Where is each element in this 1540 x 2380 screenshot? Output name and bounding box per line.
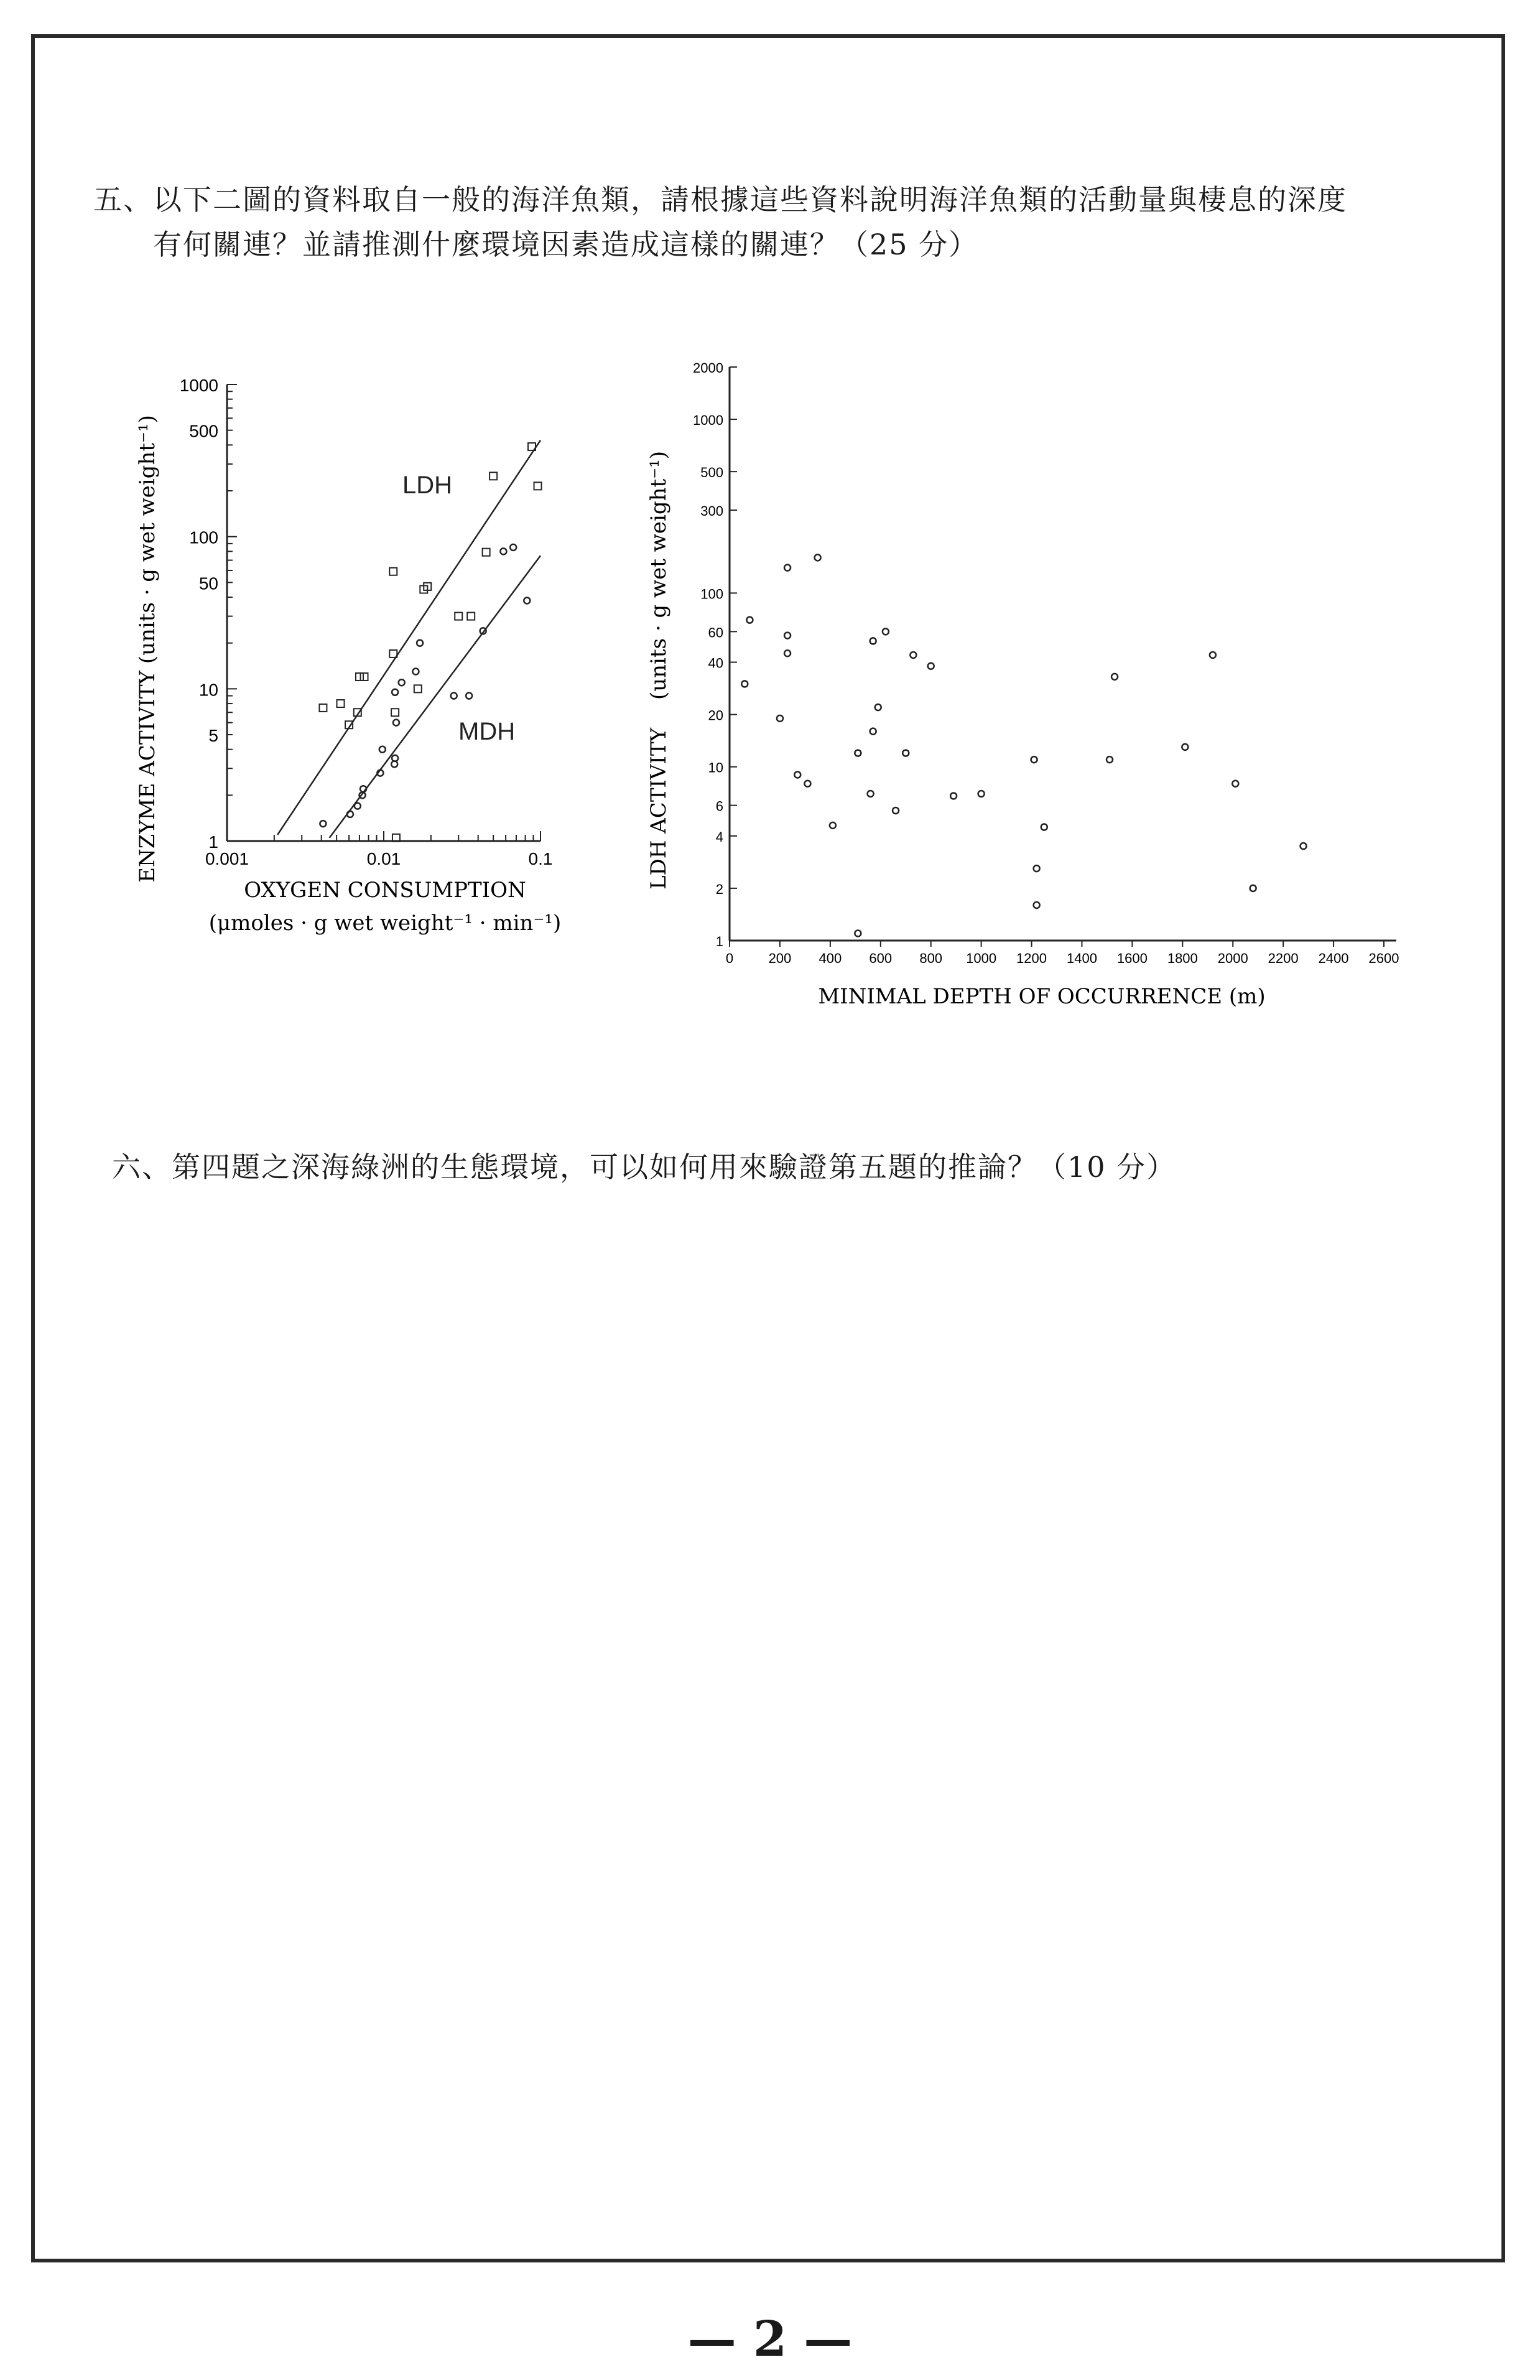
chart1-x-axis-label: OXYGEN CONSUMPTION [244,878,526,903]
chart1-point-mdh [379,746,386,753]
chart2-x-tick-label: 1800 [1167,951,1198,966]
chart1-point-mdh [355,803,361,809]
chart2-y-tick-label: 20 [708,707,723,723]
chart1-point-mdh [399,679,405,686]
chart2-point [794,771,800,778]
chart2-x-tick-label: 1200 [1016,951,1047,966]
chart2-marks [741,554,1306,936]
chart1-y-tick-label: 1000 [179,376,218,395]
chart1-point-ldh [389,568,397,575]
chart2-point [1232,781,1238,787]
chart1-series-label-mdh: MDH [458,718,516,745]
chart1-y-tick-label: 5 [208,725,218,745]
chart2-point [746,617,753,623]
chart2-point [1210,652,1216,658]
chart2-point [875,704,881,710]
chart2-point [1031,756,1037,763]
chart2-point [784,633,791,639]
chart2-y-tick-label: 2 [715,881,723,897]
chart2-point [870,728,876,735]
chart2-y-axis-label: LDH ACTIVITY [646,727,671,890]
chart2-point [902,750,909,756]
question-5-line-2: 有何關連？並請推測什麼環境因素造成這樣的關連？（25 分） [153,228,979,261]
chart1-point-mdh [412,668,419,674]
chart2-point [1106,756,1113,763]
chart2-y-tick-label: 300 [700,503,723,519]
chart2-point [893,807,899,814]
chart1-point-mdh [524,597,530,603]
chart1-point-mdh [466,693,472,699]
chart2-x-tick-label: 2200 [1268,951,1299,966]
chart1-marks [277,440,541,842]
chart1-fit-line-ldh [277,440,540,835]
chart1-point-ldh [391,709,399,716]
chart2-point [1034,865,1040,872]
chart2-point [910,652,916,658]
chart2-point [815,554,821,560]
chart2-point [804,781,810,787]
chart1-point-ldh [483,549,490,556]
chart1-point-ldh [489,472,497,480]
chart1-point-mdh [392,689,398,695]
chart1-point-ldh [455,613,462,620]
chart1-y-tick-label: 1 [208,832,218,852]
chart2-y-tick-label: 100 [700,586,723,602]
chart2-point [868,791,874,797]
chart2-point [855,930,861,936]
chart2-point [870,638,876,644]
chart2-x-tick-label: 600 [869,951,893,966]
chart1-point-ldh [534,482,542,490]
chart1-point-ldh [356,673,363,681]
chart1-point-ldh [467,613,475,620]
chart2-point [950,793,957,799]
chart1-y-tick-label: 10 [198,680,218,700]
chart1-series-label-ldh: LDH [402,472,453,499]
chart2-axes [693,360,1399,966]
question-6: 六、第四題之深海綠洲的生態環境，可以如何用來驗證第五題的推論？（10 分） [112,1150,1177,1184]
chart2-x-tick-label: 200 [768,951,792,966]
chart2-y-tick-label: 1000 [693,412,723,429]
chart1-x-tick-label: 0.1 [528,849,553,868]
chart2-point [777,715,783,722]
question-5 [93,177,1431,267]
chart2-point [1301,843,1307,849]
chart1-point-mdh [393,720,399,726]
chart1-point-ldh [319,704,327,712]
chart2-x-tick-label: 400 [819,951,842,966]
chart1-point-mdh [510,544,516,551]
chart2-y-tick-label: 60 [708,625,723,641]
chart2-point [1034,902,1040,908]
ldh-depth-chart [628,348,1437,1045]
chart2-point [830,822,836,829]
chart2-point [1182,744,1188,750]
chart2-y-axis-units: (units · g wet weight⁻¹) [646,451,671,700]
enzyme-oxygen-chart [124,348,610,983]
chart1-point-mdh [417,640,423,646]
chart1-point-ldh [361,673,368,681]
chart2-point [784,650,791,656]
chart1-y-axis-label: ENZYME ACTIVITY (units · g wet weight⁻¹) [135,415,160,883]
chart1-point-mdh [451,693,457,699]
chart2-y-tick-label: 4 [715,829,723,845]
chart2-x-tick-label: 800 [919,951,943,966]
chart1-y-tick-label: 100 [189,528,218,547]
chart1-x-tick-label: 0.01 [366,849,401,868]
chart2-x-tick-label: 1400 [1066,951,1097,966]
chart2-x-axis-label: MINIMAL DEPTH OF OCCURRENCE (m) [818,984,1266,1009]
chart2-x-tick-label: 2400 [1318,951,1349,966]
chart1-point-mdh [320,820,326,827]
chart2-point [883,628,889,635]
chart2-y-tick-label: 2000 [693,360,723,376]
chart2-x-tick-label: 2000 [1217,951,1248,966]
chart2-x-tick-label: 2600 [1368,951,1399,966]
chart2-point [1041,824,1047,830]
page-number: — 2 — [687,2311,853,2368]
chart2-point [784,565,791,571]
chart2-y-tick-label: 1 [715,934,723,949]
chart2-y-tick-label: 6 [715,798,723,814]
chart2-point [1111,674,1118,680]
chart2-point [741,681,748,687]
chart2-y-tick-label: 500 [700,465,723,481]
chart2-x-tick-label: 0 [725,951,734,966]
chart2-point [978,791,985,797]
chart2-x-tick-label: 1000 [966,951,997,966]
chart1-point-mdh [500,548,506,554]
chart2-point [855,750,861,756]
chart1-x-tick-label: 0.001 [205,849,249,868]
chart2-x-tick-label: 1600 [1116,951,1148,966]
chart2-y-tick-label: 40 [708,655,723,671]
chart2-point [928,663,934,669]
chart1-y-tick-label: 50 [198,574,218,593]
chart1-point-ldh [414,685,422,692]
chart2-y-tick-label: 10 [708,760,723,776]
chart1-x-axis-units: (μmoles · g wet weight⁻¹ · min⁻¹) [208,911,562,936]
chart1-point-ldh [337,700,345,707]
chart2-point [1250,885,1256,891]
question-5-line-1: 五、以下二圖的資料取自一般的海洋魚類，請根據這些資料說明海洋魚類的活動量與棲息的深度 [93,183,1347,216]
chart1-y-tick-label: 500 [189,421,218,441]
